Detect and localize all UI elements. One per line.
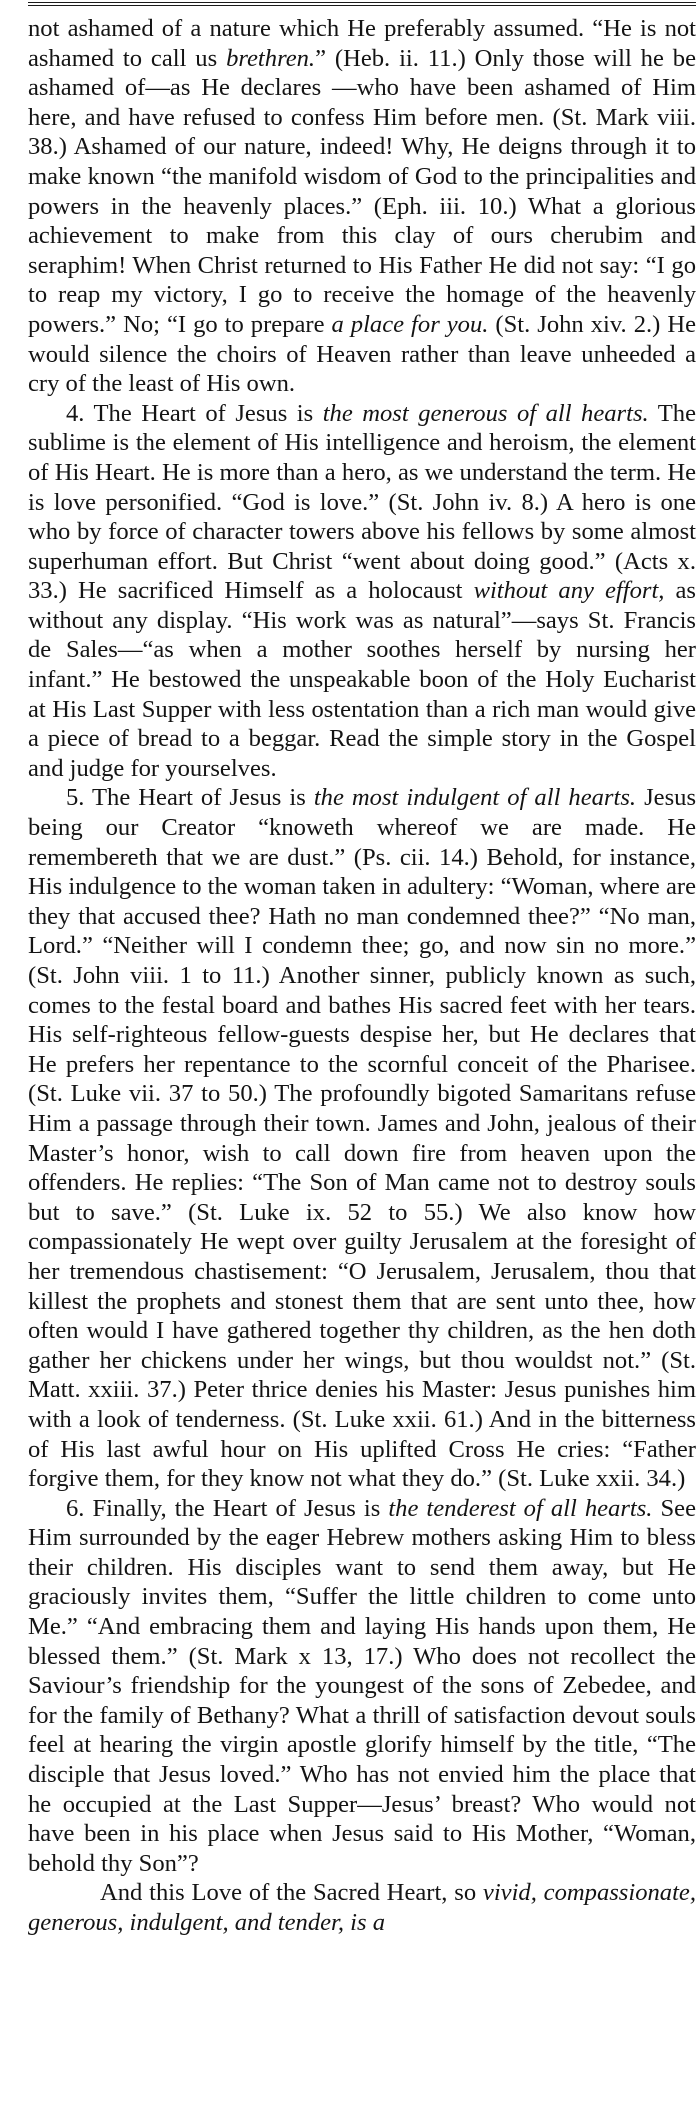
italic-segment: vivid, compassionate, generous, indulgent, and tender, is a: [28, 1879, 696, 1936]
text-segment: See Him surrounded by the eager Hebrew mothers asking Him to bless their children. His disciples want to send them away, but He graciously invites them, “Suffer the little children to come unto Me.” “And embracing them and laying His hands upon them, He blessed them.” (St. Mark x 13, 17.) Who does not recollect the Saviour’s friendship for the youngest of the sons of Zebedee, and for the family of Bethany? What a thrill of satisfaction devout souls feel at hearing the virgin apostle glorify himself by the title, “The disciple that Jesus loved.” Who has not envied him the place that he occupied at the Last Supper—Jesus’ breast? Who would not have been in his place when Jesus said to His Mother, “Woman, behold thy Son”?: [28, 1494, 696, 1877]
text-segment: as without any display. “His work was as natural”—says St. Francis de Sales—“as when a mother soothes herself by nursing her infant.” He bestowed the unspeakable boon of the Holy Eucharist at His Last Supper with less ostentation than a rich man would give a piece of bread to a beggar. Read the simple story in the Gospel and judge for yourselves.: [28, 577, 696, 782]
italic-segment: the most generous of all hearts.: [322, 399, 649, 427]
paragraph-point-4: [28, 399, 696, 784]
text-segment: And this Love of the Sacred Heart, so: [100, 1879, 483, 1907]
paragraph-closing: [28, 1878, 696, 1937]
text-segment: 6. Finally, the Heart of Jesus is: [66, 1494, 389, 1522]
paragraph-continuation: [28, 14, 696, 399]
italic-segment: a place for you.: [331, 310, 489, 338]
text-segment: Jesus being our Creator “knoweth whereof we are made. He remembereth that we are dust.” (Ps. cii. 14.) Behold, for instance, His indulgence to the woman taken in adultery: “Woman, where are they that accused thee? Hath no man condemned thee?” “No man, Lord.” “Neither will I condemn thee; go, and now sin no more.” (St. John viii. 1 to 11.) Another sinner, publicly known as such, comes to the festal board and bathes His sacred feet with her tears. His self-righteous fellow-guests despise her, but He declares that He prefers her repentance to the scornful conceit of the Pharisee. (St. Luke vii. 37 to 50.) The profoundly bigoted Samaritans refuse Him a passage through their town. James and John, jealous of their Master’s honor, wish to call down fire from heaven upon the offenders. He replies: “The Son of Man came not to destroy souls but to save.” (St. Luke ix. 52 to 55.) We also know how compassionately He wept over guilty Jerusalem at the foresight of her tremendous chastisement: “O Jerusalem, Jerusalem, thou that killest the prophets and stonest them that are sent unto thee, how often would I have gathered together thy children, as the hen doth gather her chickens under her wings, but thou wouldst not.” (St. Matt. xxiii. 37.) Peter thrice denies his Master: Jesus punishes him with a look of tenderness. (St. Luke xxii. 61.) And in the bitterness of His last awful hour on His uplifted Cross He cries: “Father forgive them, for they know not what they do.” (St. Luke xxii. 34.): [28, 784, 697, 1493]
italic-segment: brethren.: [226, 44, 316, 72]
text-segment: (St. John xiv. 2.) He would silence the choirs of Heaven rather than leave unheeded a cry of the least of His own.: [28, 310, 696, 398]
text-segment: ” (Heb. ii. 11.) Only those will he be ashamed of—as He declares —who have been ashamed of Him here, and have refused to confess Him before men. (St. Mark viii. 38.) Ashamed of our nature, indeed! Why, He deigns through it to make known “the manifold wisdom of God to the principalities and powers in the heavenly places.” (Eph. iii. 10.) What a glorious achievement to make from this clay of ours cherubim and seraphim! When Christ returned to His Father He did not say: “I go to reap my victory, I go to receive the homage of the heavenly powers.” No; “I go to prepare: [28, 44, 696, 338]
italic-segment: without any effort,: [473, 577, 665, 605]
text-segment: 5. The Heart of Jesus is: [66, 784, 314, 812]
paragraph-point-5: [28, 783, 696, 1493]
paragraph-point-6: [28, 1494, 696, 1879]
text-segment: 4. The Heart of Jesus is: [66, 399, 323, 427]
text-segment: not ashamed of a nature which He preferably assumed. “He is not ashamed to call us: [28, 15, 696, 72]
text-segment: The sublime is the element of His intelligence and heroism, the element of His Heart. He is more than a hero, as we understand the term. He is love personified. “God is love.” (St. John iv. 8.) A hero is one who by force of character towers above his fellows by some almost superhuman effort. But Christ “went about doing good.” (Acts x. 33.) He sacrificed Himself as a holocaust: [28, 399, 696, 605]
top-double-rule: [28, 2, 696, 6]
text-column: [28, 14, 696, 1938]
italic-segment: the tenderest of all hearts.: [388, 1494, 653, 1522]
italic-segment: the most indulgent of all hearts.: [313, 784, 637, 812]
